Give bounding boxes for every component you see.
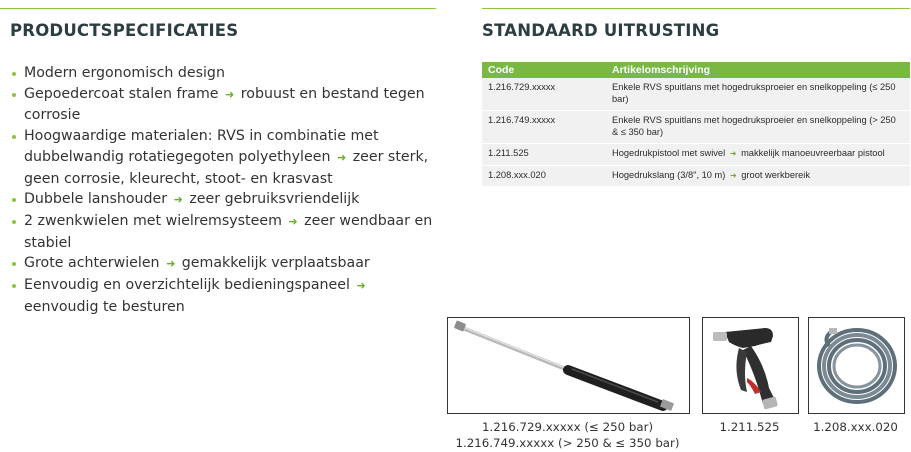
article-description: Hogedrukslang (3/8", 10 m) (612, 169, 726, 180)
column-header-code: Code (482, 62, 606, 78)
equipment-table (482, 62, 910, 187)
article-description: Hogedrukpistool met swivel (612, 148, 726, 158)
article-description: Enkele RVS spuitlans met hogedruksproeier en snelkoppeling (≤ 250 bar) (612, 82, 896, 104)
top-rule-left (0, 8, 436, 9)
spray-lance-icon (448, 318, 689, 413)
spec-text: Eenvoudig en overzichtelijk bedieningspaneel (24, 277, 350, 294)
equipment-title: STANDAARD UITRUSTING (482, 21, 720, 40)
article-description-cell (606, 78, 910, 111)
spec-text: Modern ergonomisch design (24, 65, 225, 81)
table-row (482, 78, 910, 111)
hose-caption-line-1: 1.208.xxx.020 (813, 420, 898, 434)
spec-item (10, 126, 440, 189)
article-code: 1.211.525 (482, 144, 606, 166)
spec-item (10, 189, 440, 211)
arrow-right-icon: ➜ (729, 149, 737, 158)
article-description-cell (606, 111, 910, 144)
spec-benefit: zeer wendbaar en stabiel (24, 212, 433, 251)
arrow-right-icon: ➜ (166, 257, 176, 271)
table-row (482, 111, 910, 144)
article-benefit: makkelijk manoeuvreerbaar pistool (741, 148, 885, 158)
lance-caption-line-1: 1.216.729.xxxxx (≤ 250 bar) (481, 420, 654, 434)
arrow-right-icon: ➜ (173, 193, 183, 207)
article-description-cell (606, 144, 910, 166)
article-code: 1.216.749.xxxxx (482, 111, 606, 144)
top-rule-right (482, 8, 910, 9)
spec-text: 2 zwenkwielen met wielremsysteem (24, 212, 282, 229)
spec-item (10, 275, 440, 317)
arrow-right-icon: ➜ (729, 170, 737, 180)
spec-text: Grote achterwielen (24, 255, 160, 272)
arrow-right-icon: ➜ (356, 279, 366, 293)
hose-caption (803, 420, 908, 436)
arrow-right-icon: ➜ (288, 214, 298, 228)
table-header-row (482, 62, 910, 78)
spec-item (10, 63, 440, 84)
article-description: Enkele RVS spuitlans met hogedruksproeier en snelkoppeling (> 250 & ≤ 350 bar) (612, 115, 896, 137)
hose-reel-icon (809, 318, 904, 413)
spec-item (10, 253, 440, 275)
lance-caption-line-2: 1.216.749.xxxxx (> 250 & ≤ 350 bar) (455, 435, 680, 450)
article-code: 1.216.729.xxxxx (482, 78, 606, 111)
spec-text: Gepoedercoat stalen frame (24, 85, 219, 102)
gun-caption (702, 420, 797, 436)
gun-caption-line-1: 1.211.525 (719, 420, 780, 434)
table-row (482, 165, 910, 187)
spec-text: Hoogwaardige materialen: RVS in combinatie met dubbelwandig rotatiegegoten polyethyleen (24, 128, 379, 165)
spray-gun-icon (703, 318, 798, 413)
specs-list (10, 63, 440, 317)
arrow-right-icon: ➜ (225, 87, 235, 101)
spec-benefit: zeer sterk, geen corrosie, kleurecht, stoot- en krasvast (24, 148, 429, 187)
article-description-cell (606, 165, 910, 187)
spray-lance-image (447, 317, 690, 414)
spec-item (10, 84, 440, 126)
column-header-description: Artikelomschrijving (606, 62, 910, 78)
table-body (482, 78, 910, 187)
article-benefit: groot werkbereik (741, 169, 810, 180)
spray-gun-image (702, 317, 799, 414)
spec-benefit: robuust en bestand tegen corrosie (24, 85, 425, 124)
article-code: 1.208.xxx.020 (482, 165, 606, 187)
spec-benefit: zeer gebruiksvriendelijk (189, 191, 360, 208)
spec-benefit: eenvoudig te besturen (24, 298, 185, 315)
spec-benefit: gemakkelijk verplaatsbaar (181, 255, 370, 272)
spec-text: Dubbele lanshouder (24, 191, 168, 208)
hose-image (808, 317, 905, 414)
arrow-right-icon: ➜ (336, 150, 347, 164)
table-row (482, 144, 910, 166)
spec-item (10, 211, 440, 253)
specs-title: PRODUCTSPECIFICATIES (10, 21, 239, 40)
lance-caption (447, 420, 688, 451)
